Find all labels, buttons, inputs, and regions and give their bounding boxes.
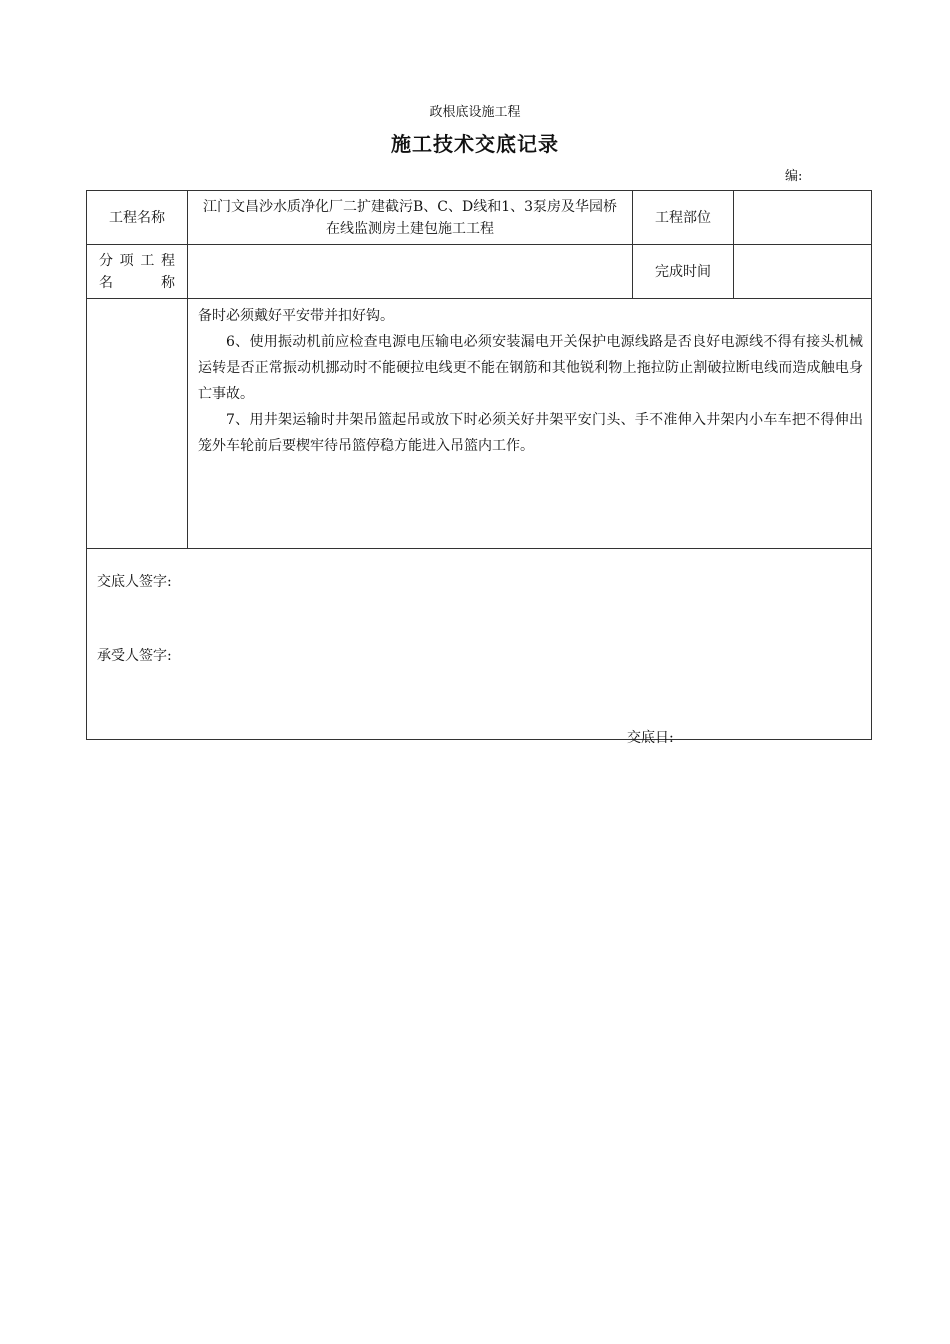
document-title: 施工技术交底记录 bbox=[391, 132, 559, 156]
content-paragraph: 6、使用振动机前应检查电源电压输电必须安装漏电开关保护电源线路是否良好电源线不得有接头机械运转是否正常振动机挪动时不能硬拉电线更不能在钢筋和其他锐利物上拖拉防止割破拉断电线而造成触电身亡事故。 bbox=[198, 334, 863, 402]
project-name-value: 江门文昌沙水质净化厂二扩建截污B、C、D线和1、3泵房及华园桥在线监测房土建包施工工程 bbox=[188, 191, 633, 245]
signature-area bbox=[87, 549, 872, 746]
receiver-signature-label: 承受人签字: bbox=[97, 648, 172, 664]
subitem-row bbox=[87, 245, 872, 299]
project-name-label: 工程名称 bbox=[87, 191, 188, 245]
project-part-label: 工程部位 bbox=[633, 191, 734, 245]
subitem-label bbox=[87, 245, 188, 299]
disclosure-date-label: 交底日: bbox=[627, 730, 674, 746]
project-part-value bbox=[734, 191, 872, 245]
completion-time-value bbox=[734, 245, 872, 299]
editor-label: 编: bbox=[785, 169, 803, 184]
content-paragraph: 备时必须戴好平安带并扣好钩。 bbox=[198, 308, 394, 324]
disclosure-content bbox=[188, 299, 872, 549]
construction-disclosure-table bbox=[86, 190, 872, 746]
content-left-blank bbox=[87, 299, 188, 549]
subitem-value bbox=[188, 245, 633, 299]
content-paragraph: 7、用井架运输时井架吊篮起吊或放下时必须关好井架平安门头、手不准伸入井架内小车车把不得伸出笼外车轮前后要楔牢待吊篮停稳方能进入吊篮内工作。 bbox=[198, 412, 863, 454]
document-subtitle: 政根底设施工程 bbox=[429, 105, 521, 120]
presenter-signature-label: 交底人签字: bbox=[97, 574, 172, 590]
subitem-label-line1: 分项工程 bbox=[99, 252, 175, 269]
completion-time-label: 完成时间 bbox=[633, 245, 734, 299]
subitem-label-line2: 名 称 bbox=[99, 274, 175, 291]
content-row bbox=[87, 299, 872, 549]
signature-row bbox=[87, 549, 872, 740]
project-name-row bbox=[87, 191, 872, 245]
